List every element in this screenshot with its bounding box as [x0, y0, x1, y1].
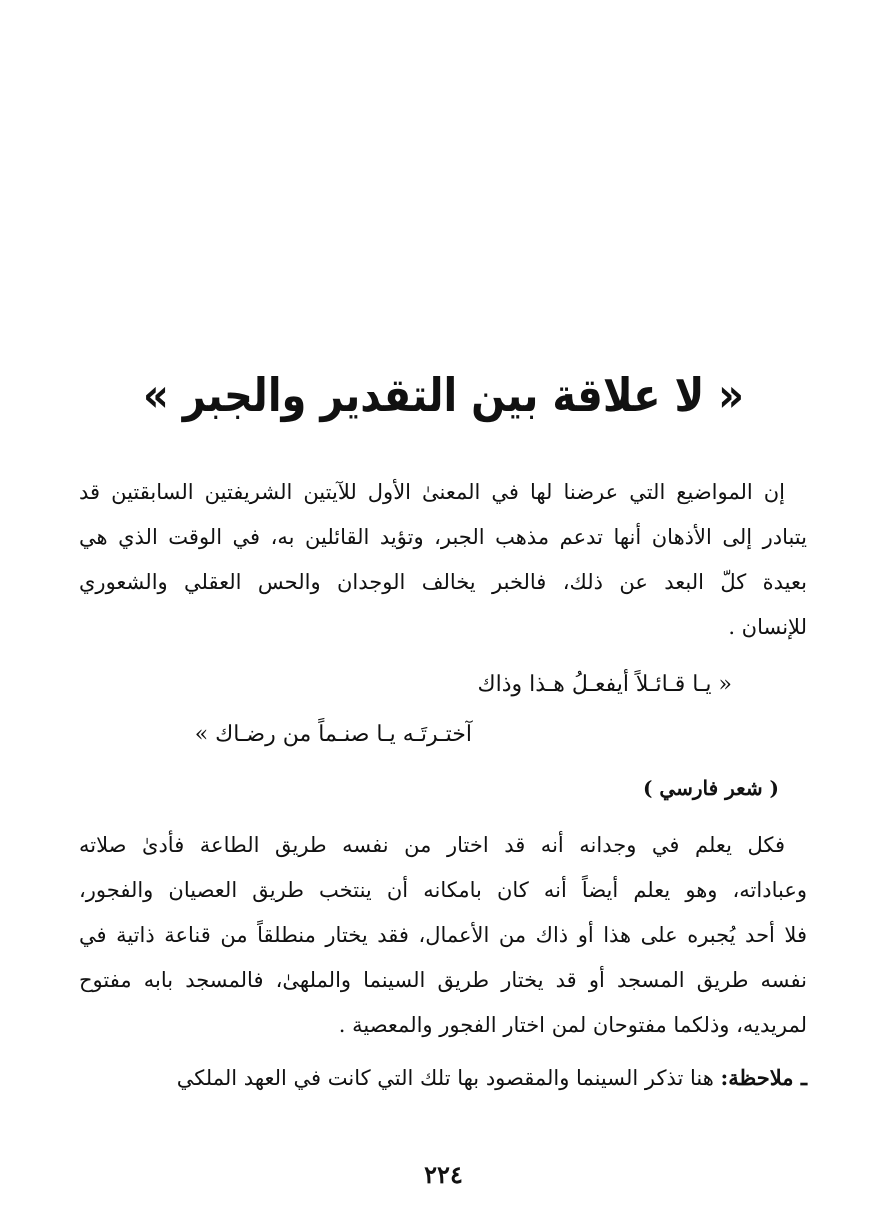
paragraph-1-line-4: للإنسان .: [728, 615, 807, 639]
footnote: [79, 1058, 807, 1098]
paragraph-1-line-1-text: إن المواضيع التي عرضنا لها في المعنىٰ الأول للآيتين الشريفتين السابقتين قد: [79, 480, 785, 504]
paragraph-1-line-3: بعيدة كلّ البعد عن ذلك، فالخبر يخالف الوجدان والحس العقلي والشعوري: [79, 570, 807, 594]
verse-line-1: « يـا قـائـلاً أيفعـلُ هـذا وذاك: [477, 672, 732, 697]
paragraph-2-line-4: نفسه طريق المسجد أو قد يختار طريق السينما والملهىٰ، فالمسجد بابه مفتوح: [79, 968, 807, 992]
page-number: ٢٢٤: [424, 1160, 463, 1189]
paragraph-1-line-1: [79, 470, 807, 515]
footnote-label: ـ ملاحظة:: [720, 1065, 807, 1090]
page-title: « لا علاقة بين التقدير والجبر »: [143, 369, 744, 423]
paragraph-2-line-3: فلا أحد يُجبره على هذا أو ذاك من الأعمال، فقد يختار منطلقاً من قناعة ذاتية في: [79, 923, 807, 947]
paragraph-2-line-1-text: فكل يعلم في وجدانه أنه قد اختار من نفسه طريق الطاعة فأدىٰ صلاته: [79, 833, 785, 857]
verse-line-2: آختـرتَـه يـا صنـماً من رضـاك »: [194, 722, 472, 747]
paragraph-1-line-2: يتبادر إلى الأذهان أنها تدعم مذهب الجبر، وتؤيد القائلين به، في الوقت الذي هي: [79, 525, 807, 549]
verse-source: ( شعر فارسي ): [643, 776, 779, 800]
footnote-text: هنا تذكر السينما والمقصود بها تلك التي كانت في العهد الملكي: [176, 1066, 714, 1090]
paragraph-2-line-5: لمريديه، وذلكما مفتوحان لمن اختار الفجور والمعصية .: [338, 1013, 807, 1037]
paragraph-2-line-2: وعباداته، وهو يعلم أيضاً أنه كان بامكانه أن ينتخب طريق العصيان والفجور،: [79, 878, 807, 902]
paragraph-1: [79, 470, 807, 650]
paragraph-2-line-1: [79, 823, 807, 868]
paragraph-2: [79, 823, 807, 1048]
